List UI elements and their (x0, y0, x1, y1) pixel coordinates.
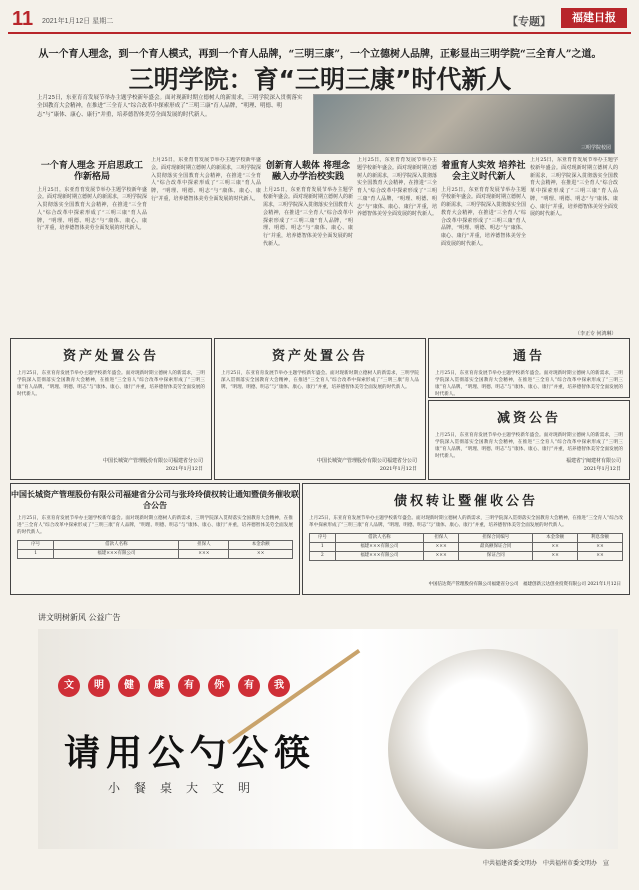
article-column-4 (357, 157, 437, 332)
notice-title: 资产处置公告 (271, 349, 368, 364)
article-column-5 (441, 157, 526, 332)
notice-body: 上月25日，东亚育育发展节举办主题学校新年盛会。面对现新时期立德树人的新需求，三明学院深入贯彻落实全国教育大会精神，在推进“三全育人”综合改革中探索形成了“三明三康”育人品牌，“明理、明德、明志”与“康体、康心、康行”并重，培养德智体美劳全面发展的时代新人。 (309, 516, 623, 529)
article-subtitle: 从一个育人理念，到一个育人模式，再到一个育人品牌，“三明三康”，一个立德树人品牌，正彰显出三明学院“三全育人”之道。 (38, 49, 602, 60)
table-cell: ×× (578, 551, 623, 560)
notice-signature (566, 457, 621, 473)
table-cell: 福建×××有限公司 (54, 550, 179, 559)
asset-disposal-notice-1 (10, 338, 212, 480)
notice-title: 通告 (512, 349, 545, 364)
table-cell: 福建×××有限公司 (335, 551, 423, 560)
circle-char: 明 (88, 675, 110, 697)
notice-signature (317, 457, 417, 473)
column-text: 上月25日，东亚育育发展节举办主题学校新年盛会。面对现新时期立德树人的新需求，三明学院深入贯彻落实全国教育大会精神，在推进“三全育人”综合改革中探索形成了“三明三康”育人品牌，“明理、明德、明志”与“康体、康心、康行”并重，培养德智体美劳全面发展的时代新人。 (151, 157, 261, 202)
table-row (310, 543, 623, 552)
table-cell: 保证合同 (459, 551, 533, 560)
notice-body: 上月25日，东亚育育发展节举办主题学校新年盛会。面对现新时期立德树人的新需求，三明学院深入贯彻落实全国教育大会精神，在推进“三全育人”综合改革中探索形成了“三明三康”育人品牌，“明理、明德、明志”与“康体、康心、康行”并重，培养德智体美劳全面发展的时代新人。 (435, 433, 623, 460)
notice-body: 上月25日，东亚育育发展节举办主题学校新年盛会。面对现新时期立德树人的新需求，三明学院深入贯彻落实全国教育大会精神，在推进“三全育人”综合改革中探索形成了“三明三康”育人品牌，“明理、明德、明志”与“康体、康心、康行”并重，培养德智体美劳全面发展的时代新人。 (221, 371, 419, 391)
table-row (310, 551, 623, 560)
circle-char: 康 (148, 675, 170, 697)
notice-signer: 中国信达资产管理股份有限公司福建省分公司 福建创新云达创业投资有限公司 (428, 581, 587, 587)
table-header: 本金余额 (229, 541, 293, 550)
notice-title: 中国长城资产管理股份有限公司福建省分公司与张玲玲债权转让通知暨债务催收联合公告 (11, 490, 299, 510)
notice-date: 2021年1月12日 (583, 466, 621, 472)
article-title: 三明学院：育“三明三康”时代新人 (128, 65, 512, 94)
debt-collection-notice (10, 483, 300, 595)
debt-table (309, 533, 623, 561)
table-header: 担保人 (179, 541, 229, 550)
table-cell: ×× (229, 550, 293, 559)
heading-3: 着重育人实效 培养社会主义时代新人 (441, 161, 526, 182)
table-cell: 最高额保证合同 (459, 543, 533, 552)
table-header: 利息余额 (578, 534, 623, 543)
ad-sponsor: 中共福建省委文明办 中共福州市委文明办 宣 (482, 861, 609, 867)
table-cell: ××× (179, 550, 229, 559)
table-cell: ×× (578, 543, 623, 552)
page-number: 11 (12, 8, 34, 30)
section-label: 【专题】 (507, 16, 551, 28)
ad-tagline: 小餐桌大文明 (108, 781, 265, 795)
table-header: 本金余额 (533, 534, 578, 543)
notice-signature (103, 457, 203, 473)
heading-1: 一个育人理念 开启思政工作新格局 (40, 161, 144, 182)
newspaper-logo: 福建日报 (561, 8, 627, 28)
column-text: 上月25日，东亚育育发展节举办主题学校新年盛会。面对现新时期立德树人的新需求，三明学院深入贯彻落实全国教育大会精神，在推进“三全育人”综合改革中探索形成了“三明三康”育人品牌，“明理、明德、明志”与“康体、康心、康行”并重，培养德智体美劳全面发展的时代新人。 (37, 186, 147, 232)
asset-disposal-notice-2 (214, 338, 426, 480)
page-date: 2021年1月12日 星期二 (42, 18, 114, 25)
column-text: 上月25日，东亚育育发展节举办主题学校新年盛会。面对现新时期立德树人的新需求，三明学院深入贯彻落实全国教育大会精神，在推进“三全育人”综合改革中探索形成了“三明三康”育人品牌，“明理、明德、明志”与“康体、康心、康行”并重，培养德智体美劳全面发展的时代新人。 (263, 186, 353, 247)
table-cell: 福建×××有限公司 (335, 543, 423, 552)
notice-signer: 福建省宁闽建材有限公司 (565, 458, 621, 464)
photo-caption: 三明学院校园 (580, 145, 611, 151)
debt-transfer-notice (302, 483, 630, 595)
table-header: 序号 (310, 534, 336, 543)
civility-ad (38, 629, 618, 849)
article-column-2 (151, 157, 261, 332)
campus-photo (313, 94, 615, 154)
notice-date: 2021年1月12日 (379, 466, 417, 472)
notice-signer: 中国长城资产管理股份有限公司福建省分公司 (316, 458, 417, 464)
heading-2: 创新育人载体 将理念融入办学治校实践 (265, 161, 351, 182)
table-header: 序号 (18, 541, 54, 550)
circle-char: 健 (118, 675, 140, 697)
circle-char: 文 (58, 675, 80, 697)
notice-body: 上月25日，东亚育育发展节举办主题学校新年盛会。面对现新时期立德树人的新需求，三明学院深入贯彻落实全国教育大会精神，在推进“三全育人”综合改革中探索形成了“三明三康”育人品牌，“明理、明德、明志”与“康体、康心、康行”并重，培养德智体美劳全面发展的时代新人。 (435, 371, 623, 398)
circle-char: 你 (208, 675, 230, 697)
table-header: 借款人名称 (335, 534, 423, 543)
notice-signature (429, 581, 621, 588)
notice-date: 2021年1月12日 (587, 581, 621, 587)
psa-label: 讲文明树新风 公益广告 (38, 613, 121, 622)
column-text: 上月25日，东亚育育发展节举办主题学校新年盛会。面对现新时期立德树人的新需求，三明学院深入贯彻落实全国教育大会精神，在推进“三全育人”综合改革中探索形成了“三明三康”育人品牌，“明理、明德、明志”与“康体、康心、康行”并重，培养德智体美劳全面发展的时代新人。 (441, 186, 526, 247)
article-column-1 (37, 157, 147, 332)
slogan-circles (58, 675, 290, 697)
article-column-6 (530, 157, 618, 327)
notice-body: 上月25日，东亚育育发展节举办主题学校新年盛会。面对现新时期立德树人的新需求，三明学院深入贯彻落实全国教育大会精神，在推进“三全育人”综合改革中探索形成了“三明三康”育人品牌，“明理、明德、明志”与“康体、康心、康行”并重，培养德智体美劳全面发展的时代新人。 (17, 371, 205, 398)
table-cell: ××× (424, 543, 459, 552)
circle-char: 有 (238, 675, 260, 697)
table-cell: ×× (533, 543, 578, 552)
table-cell: 1 (18, 550, 54, 559)
notice-table (17, 540, 293, 559)
notice-signer: 中国长城资产管理股份有限公司福建省分公司 (102, 458, 203, 464)
notice-date: 2021年1月12日 (165, 466, 203, 472)
circle-char: 我 (268, 675, 290, 697)
column-text: 上月25日，东亚育育发展节举办主题学校新年盛会。面对现新时期立德树人的新需求，三明学院深入贯彻落实全国教育大会精神，在推进“三全育人”综合改革中探索形成了“三明三康”育人品牌，“明理、明德、明志”与“康体、康心、康行”并重，培养德智体美劳全面发展的时代新人。 (357, 157, 437, 218)
article-column-3 (263, 157, 353, 332)
table-cell: 1 (310, 543, 336, 552)
circle-char: 有 (178, 675, 200, 697)
notice-title: 减资公告 (496, 411, 561, 426)
article-lead: 上月25日，东亚育育发展节举办主题学校新年盛会。面对现新时期立德树人的新需求，三明学院深入贯彻落实全国教育大会精神，在推进“三全育人”综合改革中探索形成了“三明三康”育人品牌，“明理、明德、明志”与“康体、康心、康行”并重，培养德智体美劳全面发展的时代新人。 (37, 95, 303, 118)
table-cell: 2 (310, 551, 336, 560)
page-header (8, 6, 631, 34)
table-cell: ××× (424, 551, 459, 560)
table-cell: ×× (533, 551, 578, 560)
table-header: 借款人名称 (54, 541, 179, 550)
notice-body: 上月25日，东亚育育发展节举办主题学校新年盛会。面对现新时期立德树人的新需求，三明学院深入贯彻落实全国教育大会精神，在推进“三全育人”综合改革中探索形成了“三明三康”育人品牌，“明理、明德、明志”与“康体、康心、康行”并重，培养德智体美劳全面发展的时代新人。 (17, 516, 293, 536)
bowl-icon (388, 649, 588, 849)
column-text: 上月25日，东亚育育发展节举办主题学校新年盛会。面对现新时期立德树人的新需求，三明学院深入贯彻落实全国教育大会精神，在推进“三全育人”综合改革中探索形成了“三明三康”育人品牌，“明理、明德、明志”与“康体、康心、康行”并重，培养德智体美劳全面发展的时代新人。 (530, 157, 618, 218)
table-header: 担保人 (424, 534, 459, 543)
railway-notice (428, 338, 630, 398)
article-author: （李正专 何鸿琳） (575, 331, 617, 337)
ad-headline: 请用公勺公筷 (64, 732, 317, 774)
table-header: 担保合同编号 (459, 534, 533, 543)
capital-reduction-notice (428, 400, 630, 480)
notice-title: 资产处置公告 (62, 349, 159, 364)
notice-title: 债权转让暨催收公告 (393, 494, 538, 509)
